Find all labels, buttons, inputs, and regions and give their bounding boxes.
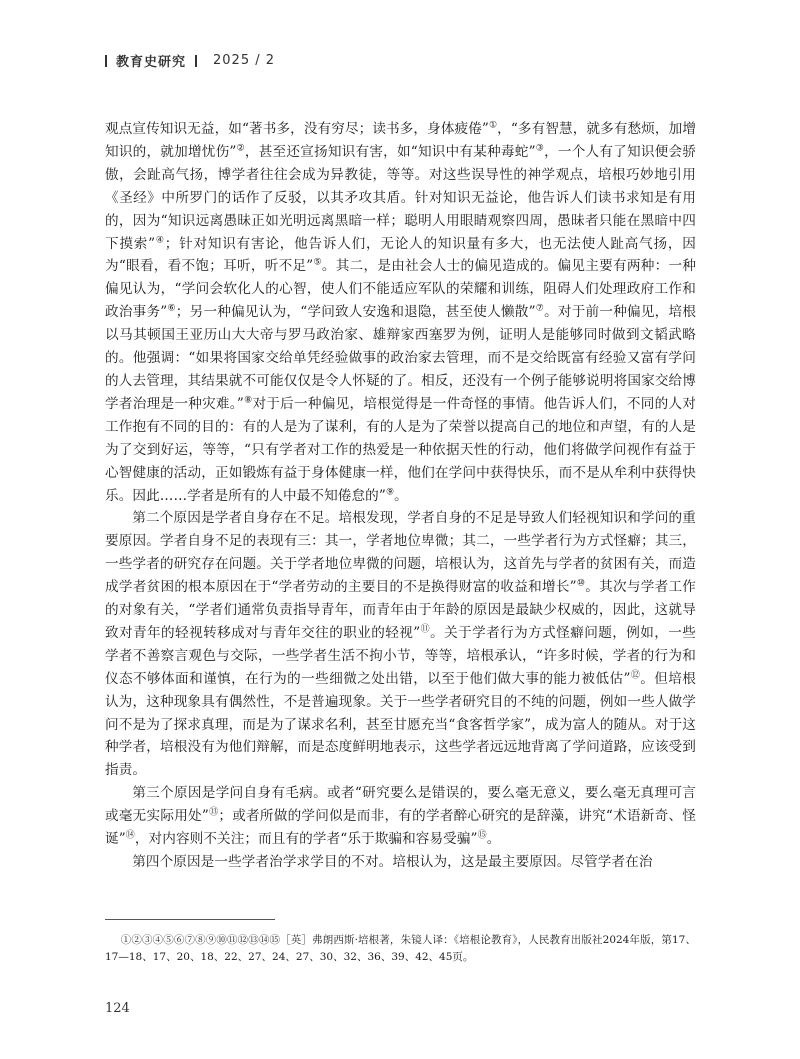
page-number: 124 [105, 1001, 130, 1016]
footnote-ref: ⑥ [167, 303, 176, 314]
text-segment: 第二个原因是学者自身存在不足。培根发现，学者自身的不足是导致人们轻视知识和学问的重要原因。学者自身不足的表现有三：其一，学者地位卑微；其二，一些学者行为方式怪癖；其三，一些学者的研究存在问题。关于学者地位卑微的问题，培根认为，这首先与学者的贫困有关，而造成学者贫困的根本原因在于“学者劳动的主要目的不是换得财富的收益和增长” [105, 510, 696, 596]
footnote-divider [105, 919, 275, 920]
text-segment: 第四个原因是一些学者治学求学目的不对。培根认为，这是最主要原因。尽管学者在治 [132, 854, 653, 870]
footnote-ref: ⑫ [630, 670, 641, 681]
text-segment: ，一个人有了知识便会骄傲，会趾高气扬，博学者往往会成为异教徒，等等。对这些误导性的神学观点，培根巧妙地引用《圣经》中所罗门的话作了反驳，以其矛攻其盾。针对知识无益论，他告诉人们读书求知是有用的，因为“知识远离愚昧正如光明远离黑暗一样；聪明人用眼睛观察四周，愚昧者只能在黑暗中四下摸索” [105, 143, 696, 252]
footnote-ref: ⑬ [208, 807, 219, 818]
text-segment: 。但培根认为，这种现象具有偶然性，不是普遍现象。关于一些学者研究目的不纯的问题，例如一些人做学问不是为了探求真理，而是为了谋求名利，甚至甘愿充当“食客哲学家”，成为富人的随从。对于这种学者，培根没有为他们辩解，而是态度鲜明地表示，这些学者远远地背离了学问道路，应该受到指责。 [105, 670, 696, 779]
footnote-ref: ⑤ [313, 257, 322, 268]
text-segment: ，对内容则不关注；而且有的学者“乐于欺骗和容易受骗” [134, 831, 478, 848]
footnote: ①②③④⑤⑥⑦⑧⑨⑩⑪⑫⑬⑭⑮［英］弗朗西斯·培根著，朱镜人译：《培根论教育》，人民教育出版社2024年版，第17、17—18、17、20、18、22、27、24、27、30、32、36、39、42、45页。 [105, 934, 696, 963]
footnote-ref: ⑪ [420, 624, 431, 635]
text-segment: 。其次与学者工作的对象有关，“学者们通常负责指导青年，而青年由于年龄的原因是最缺少权威的，因此，这就导致对青年的轻视转移成对与青年交往的职业的轻视” [105, 579, 696, 641]
article-body [105, 118, 696, 874]
text-segment: 对于后一种偏见，培根觉得是一件奇怪的事情。他告诉人们，不同的人对工作抱有不同的目的：有的人是为了谋利，有的人是为了荣誉以提高自己的地位和声望，有的人是为了交到好运，等等，“只有学者对工作的热爱是一种依据天性的行动，他们将做学问视作有益于心智健康的活动，正如锻炼有益于身体健康一样，他们在学问中获得快乐，而不是从牟利中获得快乐。因此……学者是所有的人中最不知倦怠的” [105, 395, 696, 504]
footnote-ref: ⑭ [125, 830, 135, 841]
paragraph [105, 507, 696, 782]
paragraph [105, 118, 696, 507]
footnote-ref: ⑧ [243, 395, 253, 406]
text-segment: ；或者所做的学问似是而非，有的学者醉心研究的是辞藻，讲究“术语新奇、怪诞” [105, 808, 697, 848]
paragraph [105, 782, 696, 851]
footnote-ref: ④ [155, 235, 165, 245]
issue-number: 2025 / 2 [213, 53, 276, 68]
footnote-ref: ③ [535, 143, 545, 154]
text-segment: 第三个原因是学问自身有毛病。或者“研究要么是错误的，要么毫无意义，要么毫无真理可言或毫无实际用处” [105, 785, 696, 825]
journal-title: 教育史研究 [116, 55, 187, 70]
text-segment: ，甚至还宣扬知识有害，如“知识中有某种毒蛇” [244, 143, 536, 160]
text-segment: 观点宣传知识无益，如“著书多，没有穷尽；读书多，身体疲倦” [105, 121, 489, 137]
footnote-ref: ① [488, 120, 498, 131]
text-segment: 。关于学者行为方式怪癖问题，例如，一些学者不善察言观色与交际，一些学者生活不拘小节，等等，培根承认，“许多时候，学者的行为和仪态不够体面和谨慎，在行为的一些细微之处出错，以至于他们做大事的能力被低估” [105, 624, 696, 687]
paragraph [105, 851, 696, 874]
footnote-ref: ⑨ [385, 486, 395, 497]
text-segment: ；另一种偏见认为，“学问致人安逸和退隐，甚至使人懒散” [175, 304, 536, 321]
footnote-ref: ⑩ [576, 578, 586, 589]
running-header [105, 51, 275, 70]
header-bar-right [195, 55, 197, 67]
text-segment: ，“多有智慧，就多有愁烦，加增知识的，就加增忧伤” [105, 121, 697, 160]
text-segment: 。 [486, 831, 501, 848]
header-bar-left [105, 55, 107, 67]
text-segment: 。其二，是由社会人士的偏见造成的。偏见主要有两种：一种偏见认为，“学问会软化人的心智，使人们不能适应军队的荣耀和训练，阻碍人们处理政府工作和政治事务” [105, 258, 697, 321]
text-segment: 。对于前一种偏见，培根以马其顿国王亚历山大大帝与罗马政治家、雄辩家西塞罗为例，证明人是能够同时做到文韬武略的。他强调：“如果将国家交给单凭经验做事的政治家去管理，而不是交给既富有经验又富有学问的人去管理，其结果就不可能仅仅是令人怀疑的了。相反，还没有一个例子能够说明将国家交给博学者治理是一种灾难。” [105, 304, 697, 412]
text-segment: 。 [394, 487, 408, 504]
text-segment: ；针对知识有害论，他告诉人们，无论人的知识量有多大，也无法使人趾高气扬，因为“眼看，看不饱；耳听，听不足” [105, 235, 696, 275]
footnote-ref: ② [236, 143, 245, 154]
footnote-ref: ⑮ [477, 830, 487, 841]
footnote-ref: ⑦ [535, 303, 545, 314]
